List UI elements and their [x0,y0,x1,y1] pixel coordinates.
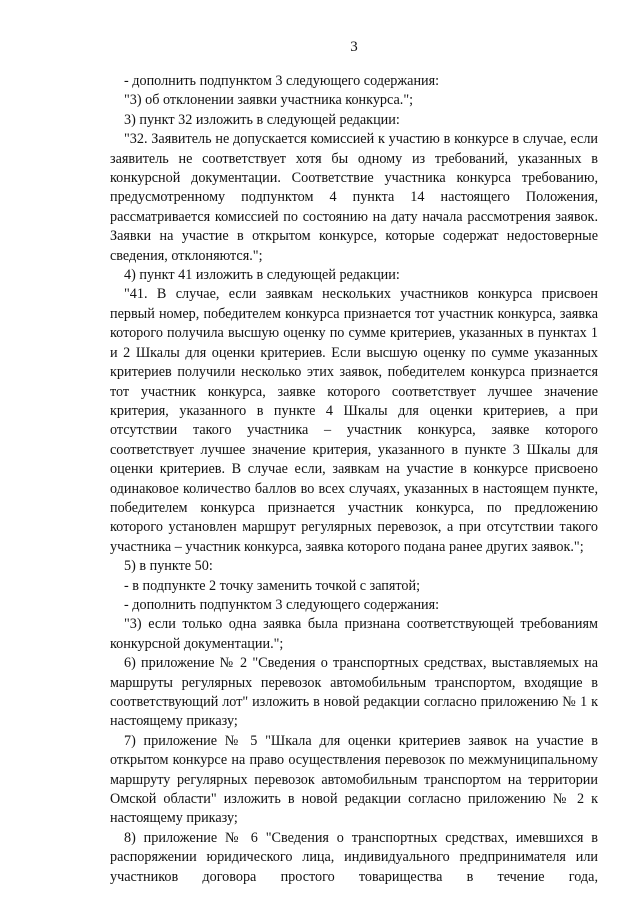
paragraph-point-41-header: 4) пункт 41 изложить в следующей редакции: [124,267,400,284]
paragraph-point-50-header: 5) в пункте 50: [124,558,213,575]
paragraph-appendix-6: 8) приложение № 6 "Сведения о транспортных средствах, имевшихся в распоряжении юридического лица, индивидуального предпринимателя или участников договора простого товарищества в течение года, [110,829,598,885]
paragraph-point-50-sub-3-text: "3) если только одна заявка была признана соответствующей требованиям конкурсной документации."; [110,616,598,652]
paragraph-point-32-header: 3) пункт 32 изложить в следующей редакции: [124,111,400,128]
paragraph-appendix-2: 6) приложение № 2 "Сведения о транспортных средствах, выставляемых на маршруты регулярных перевозок автомобильным транспортом, входящие в соответствующий лот" изложить в новой редакции согласно приложению № 1 к настоящему приказу; [110,655,598,730]
paragraph-point-32-text: "32. Заявитель не допускается комиссией к участию в конкурсе в случае, если заявитель не соответствует хотя бы одному из требований, указанных в конкурсной документации. Соответствие участника конкурса требованию, предусмотренному подпунктом 4 пункта 14 настоящего Положения, рассматривается комиссией по состоянию на дату начала рассмотрения заявок. Заявки на участие в открытом конкурсе, которые содержат недостоверные сведения, отклоняются."; [110,131,598,264]
document-page [110,38,598,887]
paragraph-point-50-sub-2: - в подпункте 2 точку заменить точкой с запятой; [124,577,421,594]
paragraph-appendix-5: 7) приложение № 5 "Шкала для оценки критериев заявок на участие в открытом конкурсе на право осуществления перевозок по межмуниципальному маршруту регулярных перевозок автомобильным транспортом на территории Омской области" изложить в новой редакции согласно приложению № 2 к настоящему приказу; [110,732,598,827]
paragraph-quote-rejection: "3) об отклонении заявки участника конкурса."; [124,92,414,109]
paragraph-add-subpoint-3: - дополнить подпунктом 3 следующего содержания: [124,73,440,89]
page-number: 3 [350,39,358,55]
paragraph-point-41-text: "41. В случае, если заявкам нескольких участников конкурса присвоен первый номер, победителем конкурса признается тот участник конкурса, заявка которого получила высшую оценку по сумме критериев, указанных в пунктах 1 и 2 Шкалы для оценки критериев. Если высшую оценку по сумме указанных критериев получили несколько этих заявок, победителем конкурса признается тот участник конкурса, заявке которого соответствует лучшее значение критерия, указанного в пункте 4 Шкалы для оценки критериев, а при отсутствии такого участника – участник конкурса, заявке которого соответствует лучшее значение критерия, указанного в пункте 3 Шкалы для оценки критериев. В случае если, заявкам на участие в конкурсе присвоено одинаковое количество баллов во всех случаях, указанных в настоящем пункте, победителем конкурса признается участник конкурса, по предложению которого установлен маршрут регулярных перевозок, а при отсутствии такого участника – участник конкурса, заявка которого подана ранее других заявок."; [110,286,598,555]
paragraph-point-50-sub-3: - дополнить подпунктом 3 следующего содержания: [124,596,440,613]
